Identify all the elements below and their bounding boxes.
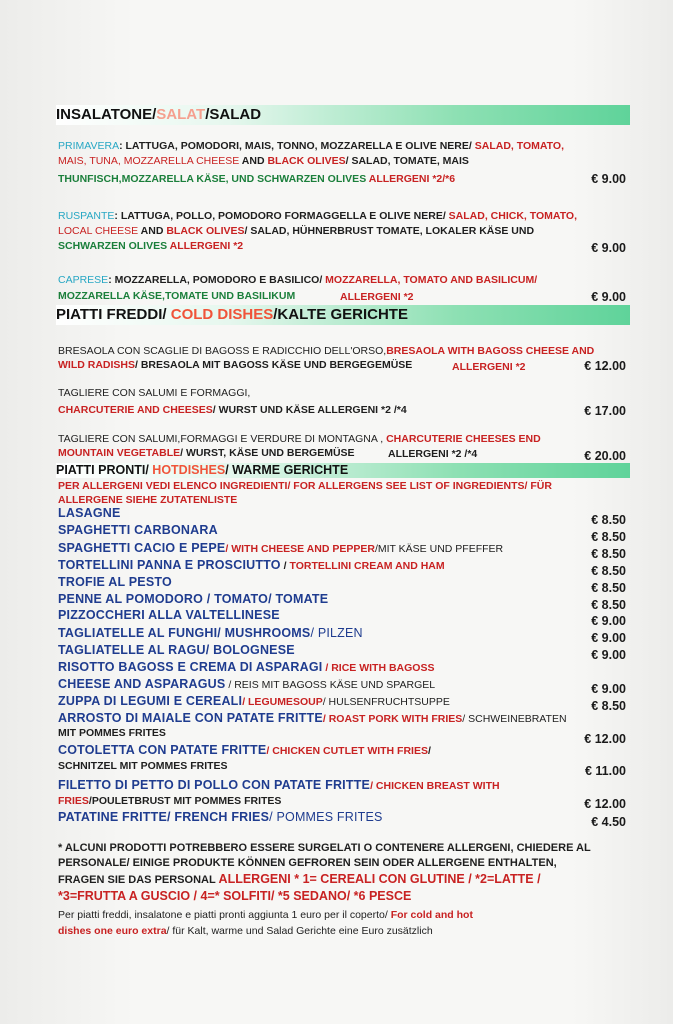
hot-header-de: / WARME GERICHTE — [225, 463, 349, 477]
ruspante-line3 — [58, 239, 243, 253]
filetto-en2: FRIES — [58, 795, 89, 807]
arrosto-price: € 12.00 — [584, 732, 626, 746]
ruspante-and: AND — [138, 225, 167, 237]
bresaola-allergens: ALLERGENI *2 — [452, 361, 526, 373]
penne-de: / TOMATE — [268, 592, 329, 606]
tagliere2-de: / WURST, KÄSE UND BERGEMÜSE — [180, 447, 355, 459]
cacio-name: SPAGHETTI CACIO E PEPE — [58, 541, 226, 555]
funghi-line — [58, 626, 363, 640]
cotoletta-en: / CHICKEN CUTLET WITH FRIES — [266, 745, 428, 757]
patatine-name: PATATINE FRITTE — [58, 810, 168, 824]
ruspante-name: RUSPANTE — [58, 210, 115, 222]
arrosto-line1 — [58, 711, 567, 726]
risotto-line1 — [58, 660, 434, 675]
caprese-line2 — [58, 289, 295, 303]
ruspante-en1: SALAD, CHICK, TOMATO, — [445, 210, 577, 222]
bresaola-en1: BRESAOLA WITH BAGOSS CHEESE AND — [386, 345, 595, 357]
hot-header-en: HOTDISHES — [152, 463, 226, 477]
carbonara-name: SPAGHETTI CARBONARA — [58, 523, 218, 537]
patatine-de: / POMMES FRITES — [269, 810, 383, 824]
filetto-name: FILETTO DI PETTO DI POLLO CON PATATE FRITTE — [58, 778, 371, 792]
primavera-name: PRIMAVERA — [58, 140, 120, 152]
primavera-it: : LATTUGA, POMODORI, MAIS, TONNO, MOZZARELLA E OLIVE NERE/ — [119, 140, 472, 152]
ruspante-de2: SCHWARZEN OLIVES — [58, 240, 168, 252]
cacio-price: € 8.50 — [591, 547, 626, 561]
tagliere2-en1: CHARCUTERIE CHEESES END — [383, 433, 541, 445]
tagliere2-en2: MOUNTAIN VEGETABLE — [58, 447, 181, 459]
arrosto-de2: MIT POMMES FRITES — [58, 727, 166, 739]
arrosto-de1: / SCHWEINEBRATEN — [462, 713, 567, 725]
funghi-price: € 9.00 — [591, 631, 626, 645]
caprese-price: € 9.00 — [591, 290, 626, 304]
risotto-name: RISOTTO BAGOSS E CREMA DI ASPARAGI — [58, 660, 323, 674]
zuppa-en: / LEGUMESOUP — [242, 696, 323, 708]
salad-header-it: INSALATONE/ — [56, 106, 157, 123]
lasagne-name: LASAGNE — [58, 506, 121, 520]
ruspante-price: € 9.00 — [591, 241, 626, 255]
ragu-en: / BOLOGNESE — [205, 643, 295, 657]
tagliere2-line1 — [58, 432, 541, 446]
allergen-legend-1: ALLERGENI * 1= CEREALI CON GLUTINE / *2=LATTE / — [218, 872, 541, 886]
penne-line — [58, 592, 328, 606]
trofie-name: TROFIE AL PESTO — [58, 575, 172, 589]
ruspante-de1: / SALAD, HÜHNERBRUST TOMATE, LOKALER KÄSE UND — [244, 225, 535, 237]
ruspante-it: : LATTUGA, POLLO, POMODORO FORMAGGELLA E OLIVE NERE/ — [114, 210, 446, 222]
tortellini-en: TORTELLINI CREAM AND HAM — [289, 560, 445, 572]
salad-section-header — [56, 105, 630, 125]
ragu-line — [58, 643, 295, 657]
pizzoccheri-price: € 9.00 — [591, 614, 626, 628]
primavera-en1: SALAD, TOMATO, — [471, 140, 564, 152]
primavera-line1 — [58, 139, 564, 153]
cold-header-de: /KALTE GERICHTE — [273, 306, 408, 323]
primavera-line2 — [58, 154, 469, 168]
cold-section-header — [56, 305, 630, 325]
caprese-allergens: ALLERGENI *2 — [340, 291, 414, 303]
bresaola-it: BRESAOLA CON SCAGLIE DI BAGOSS E RADICCHIO DELL'ORSO, — [58, 345, 387, 357]
ruspante-allergens: ALLERGENI *2 — [167, 240, 244, 252]
ruspante-en2: LOCAL CHEESE — [58, 225, 139, 237]
primavera-and: AND — [239, 155, 268, 167]
patatine-line — [58, 810, 383, 824]
note-line-3a: FRAGEN SIE DAS PERSONAL — [58, 874, 219, 886]
cacio-de: /MIT KÄSE UND PFEFFER — [374, 543, 504, 555]
tagliere2-line2 — [58, 446, 355, 460]
hot-allergy-note-1: PER ALLERGENI VEDI ELENCO INGREDIENTI/ FOR ALLERGENS SEE LIST OF INGREDIENTS/ FÜR — [58, 480, 552, 492]
risotto-line2 — [58, 677, 435, 692]
tortellini-price: € 8.50 — [591, 564, 626, 578]
funghi-de: / PILZEN — [310, 626, 363, 640]
tortellini-line — [58, 558, 445, 573]
caprese-name: CAPRESE — [58, 274, 109, 286]
tagliere1-line1: TAGLIERE CON SALUMI E FORMAGGI, — [58, 387, 251, 399]
bresaola-en2: WILD RADISHS — [58, 359, 135, 371]
filetto-line1 — [58, 778, 500, 793]
primavera-de2: THUNFISCH,MOZZARELLA KÄSE, UND SCHWARZEN OLIVES — [58, 173, 367, 185]
risotto-de: / REIS MIT BAGOSS KÄSE UND SPARGEL — [225, 679, 436, 691]
tagliere2-price: € 20.00 — [584, 449, 626, 463]
bresaola-de: / BRESAOLA MIT BAGOSS KÄSE UND BERGEGEMÜSE — [135, 359, 413, 371]
zuppa-price: € 8.50 — [591, 699, 626, 713]
caprese-en: MOZZARELLA, TOMATO AND BASILICUM/ — [322, 274, 538, 286]
note-line-2: PERSONALE/ EINIGE PRODUKTE KÖNNEN GEFROREN SEIN ODER ALLERGENE ENTHALTEN, — [58, 857, 557, 869]
patatine-en: / FRENCH FRIES — [167, 810, 270, 824]
cover-note-it: Per piatti freddi, insalatone e piatti pronti aggiunta 1 euro per il coperto/ — [58, 909, 391, 921]
cover-note-en1: For cold and hot — [390, 909, 473, 921]
risotto-en1: / RICE WITH BAGOSS — [322, 662, 435, 674]
arrosto-name: ARROSTO DI MAIALE CON PATATE FRITTE — [58, 711, 323, 725]
funghi-name: TAGLIATELLE AL FUNGHI — [58, 626, 218, 640]
filetto-line2 — [58, 793, 281, 808]
cover-note-en2: dishes one euro extra — [58, 925, 167, 937]
cacio-en: / WITH CHEESE AND PEPPER — [225, 543, 375, 555]
cotoletta-line1 — [58, 743, 431, 758]
penne-en: / TOMATO — [203, 592, 269, 606]
primavera-line3 — [58, 172, 455, 186]
funghi-en: / MUSHROOMS — [217, 626, 311, 640]
salad-header-en: /SALAD — [205, 106, 262, 123]
filetto-price: € 12.00 — [584, 797, 626, 811]
tagliere1-line2 — [58, 403, 407, 417]
caprese-de: MOZZARELLA KÄSE,TOMATE UND BASILIKUM — [58, 290, 296, 302]
hot-header-it: PIATTI PRONTI/ — [56, 463, 153, 477]
allergen-legend-2: *3=FRUTTA A GUSCIO / 4=* SOLFITI/ *5 SEDANO/ *6 PESCE — [58, 889, 412, 903]
tortellini-sep: / — [280, 560, 290, 572]
risotto-price: € 9.00 — [591, 682, 626, 696]
ruspante-olives: BLACK OLIVES — [166, 225, 245, 237]
ruspante-line2 — [58, 224, 534, 238]
carbonara-price: € 8.50 — [591, 530, 626, 544]
caprese-it: : MOZZARELLA, POMODORO E BASILICO/ — [108, 274, 323, 286]
bresaola-price: € 12.00 — [584, 359, 626, 373]
risotto-en2: CHEESE AND ASPARAGUS — [58, 677, 226, 691]
cotoletta-name: COTOLETTA CON PATATE FRITTE — [58, 743, 267, 757]
tagliere2-it: TAGLIERE CON SALUMI,FORMAGGI E VERDURE DI MONTAGNA , — [58, 433, 384, 445]
bresaola-line1 — [58, 344, 594, 358]
zuppa-de: / HULSENFRUCHTSUPPE — [322, 696, 450, 708]
tagliere1-de: / WURST UND KÄSE ALLERGENI *2 /*4 — [212, 404, 407, 416]
cotoletta-price: € 11.00 — [584, 764, 626, 778]
hot-allergy-note-2: ALLERGENE SIEHE ZUTATENLISTE — [58, 494, 238, 506]
cacio-line — [58, 541, 503, 556]
penne-price: € 8.50 — [591, 598, 626, 612]
primavera-price: € 9.00 — [591, 172, 626, 186]
arrosto-en: / ROAST PORK WITH FRIES — [322, 713, 463, 725]
zuppa-name: ZUPPA DI LEGUMI E CEREALI — [58, 694, 243, 708]
hot-section-header — [56, 463, 630, 478]
ragu-price: € 9.00 — [591, 648, 626, 662]
salad-header-de: SALAT — [156, 106, 206, 123]
tagliere2-allergens: ALLERGENI *2 /*4 — [388, 448, 478, 460]
tagliere1-price: € 17.00 — [584, 404, 626, 418]
filetto-de: /POULETBRUST MIT POMMES FRITES — [88, 795, 282, 807]
penne-name: PENNE AL POMODORO — [58, 592, 204, 606]
ruspante-line1 — [58, 209, 577, 223]
patatine-price: € 4.50 — [591, 815, 626, 829]
primavera-en2: MAIS, TUNA, MOZZARELLA CHEESE — [58, 155, 240, 167]
primavera-de1: / SALAD, TOMATE, MAIS — [345, 155, 469, 167]
pizzoccheri-name: PIZZOCCHERI ALLA VALTELLINESE — [58, 608, 280, 622]
lasagne-price: € 8.50 — [591, 513, 626, 527]
ragu-name: TAGLIATELLE AL RAGU — [58, 643, 206, 657]
trofie-price: € 8.50 — [591, 581, 626, 595]
cold-header-it: PIATTI FREDDI/ — [56, 306, 171, 323]
note-line-1: * ALCUNI PRODOTTI POTREBBERO ESSERE SURGELATI O CONTENERE ALLERGENI, CHIEDERE AL — [58, 842, 591, 854]
cotoletta-de: SCHNITZEL MIT POMMES FRITES — [58, 760, 228, 772]
cover-note-de: / für Kalt, warme und Salad Gerichte eine Euro zusätzlich — [166, 925, 433, 937]
caprese-line1 — [58, 273, 537, 287]
cover-note-line-2 — [58, 923, 433, 938]
zuppa-line — [58, 694, 450, 709]
primavera-olives: BLACK OLIVES — [267, 155, 346, 167]
filetto-en1: / CHICKEN BREAST WITH — [370, 780, 500, 792]
primavera-allergens: ALLERGENI *2/*6 — [366, 173, 456, 185]
tortellini-name: TORTELLINI PANNA E PROSCIUTTO — [58, 558, 281, 572]
cotoletta-de0: / — [427, 745, 431, 757]
cold-header-en: COLD DISHES — [170, 306, 274, 323]
cover-note-line-1 — [58, 907, 473, 922]
tagliere1-en: CHARCUTERIE AND CHEESES — [58, 404, 213, 416]
note-line-3 — [58, 872, 541, 887]
bresaola-line2 — [58, 358, 412, 372]
